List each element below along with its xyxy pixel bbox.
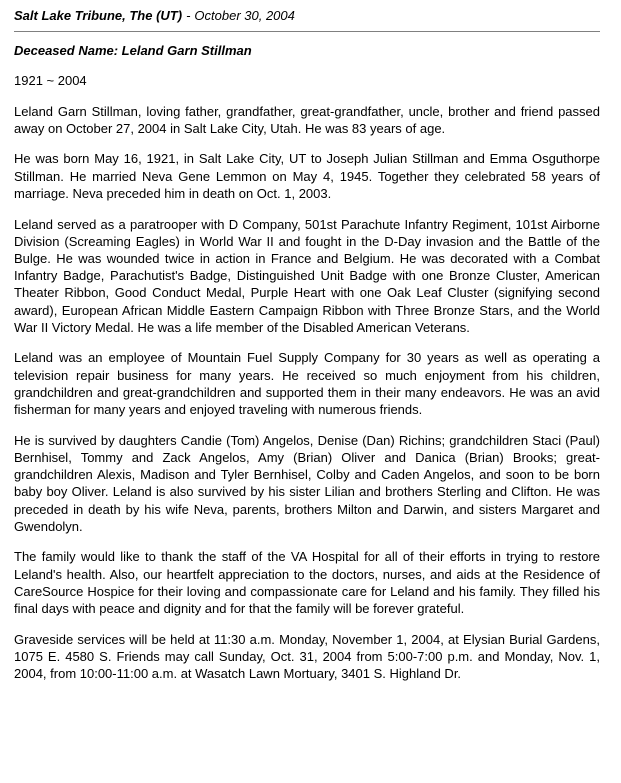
publication-name: Salt Lake Tribune, The (UT) xyxy=(14,8,183,23)
paragraph-birth-marriage: He was born May 16, 1921, in Salt Lake City, UT to Joseph Julian Stillman and Emma Osguthorpe Stillman. He married Neva Gene Lemmon on May 4, 1945. Together they celebrated 58 years of marriage. Neva preceded him in death on Oct. 1, 2003. xyxy=(14,151,600,201)
paragraph-intro: Leland Garn Stillman, loving father, grandfather, great-grandfather, uncle, brother and friend passed away on October 27, 2004 in Salt Lake City, Utah. He was 83 years of age. xyxy=(14,103,600,136)
paragraph-survivors: He is survived by daughters Candie (Tom) Angelos, Denise (Dan) Richins; grandchildren Staci (Paul) Bernhisel, Tommy and Zack Angelos, Amy (Brian) Oliver and Danica (Brian) Brooks; great-grandchildren Alexis, Madison and Tyler Bernhisel, Colby and Caden Angelos, and soon to be born baby boy Oliver. Leland is also survived by his sister Lilian and brothers Sterling and Clifton. He was preceded in death by his wife Neva, parents, brothers Milton and Darwin, and sisters Margaret and Gwendolyn. xyxy=(14,432,600,534)
publication-date: October 30, 2004 xyxy=(194,8,295,23)
deceased-name: Deceased Name: Leland Garn Stillman xyxy=(14,43,252,58)
paragraph-military-service: Leland served as a paratrooper with D Company, 501st Parachute Infantry Regiment, 101st Airborne Division (Screaming Eagles) in World War II and fought in the D-Day invasion and the Battle of the Bulge. He was wounded twice in action in France and Belgium. He was decorated with a Combat Infantry Badge, Parachutist's Badge, Distinguished Unit Badge with one Bronze Cluster, American Theater Ribbon, Good Conduct Medal, Purple Heart with one Oak Leaf Cluster (signifying second award), European African Middle Eastern Campaign Ribbon with Three Bronze Stars, and the World War II Victory Medal. He was a life member of the Disabled American Veterans. xyxy=(14,216,600,335)
paragraph-services: Graveside services will be held at 11:30 a.m. Monday, November 1, 2004, at Elysian Burial Gardens, 1075 E. 4580 S. Friends may call Sunday, Oct. 31, 2004 from 5:00-7:00 p.m. and Monday, Nov. 1, 2004, from 10:00-11:00 a.m. at Wasatch Lawn Mortuary, 3401 S. Highland Dr. xyxy=(14,631,600,682)
header-separator: - xyxy=(186,8,191,23)
paragraph-career: Leland was an employee of Mountain Fuel Supply Company for 30 years as well as operating a television repair business for many years. He received so much enjoyment from his children, grandchildren and great-grandchildren and supported them in their many endeavors. He was an avid fisherman for many years and enjoyed traveling with numerous friends. xyxy=(14,350,600,418)
paragraph-thanks: The family would like to thank the staff of the VA Hospital for all of their efforts in trying to restore Leland's health. Also, our heartfelt appreciation to the doctors, nurses, and aids at the Residence of CareSource Hospice for their loving and compassionate care for Leland and his family. They filled his final days with peace and dignity and for that the family will be forever grateful. xyxy=(14,549,600,617)
header-divider xyxy=(14,31,600,32)
article-header xyxy=(14,7,600,25)
life-years: 1921 ~ 2004 xyxy=(14,73,87,88)
